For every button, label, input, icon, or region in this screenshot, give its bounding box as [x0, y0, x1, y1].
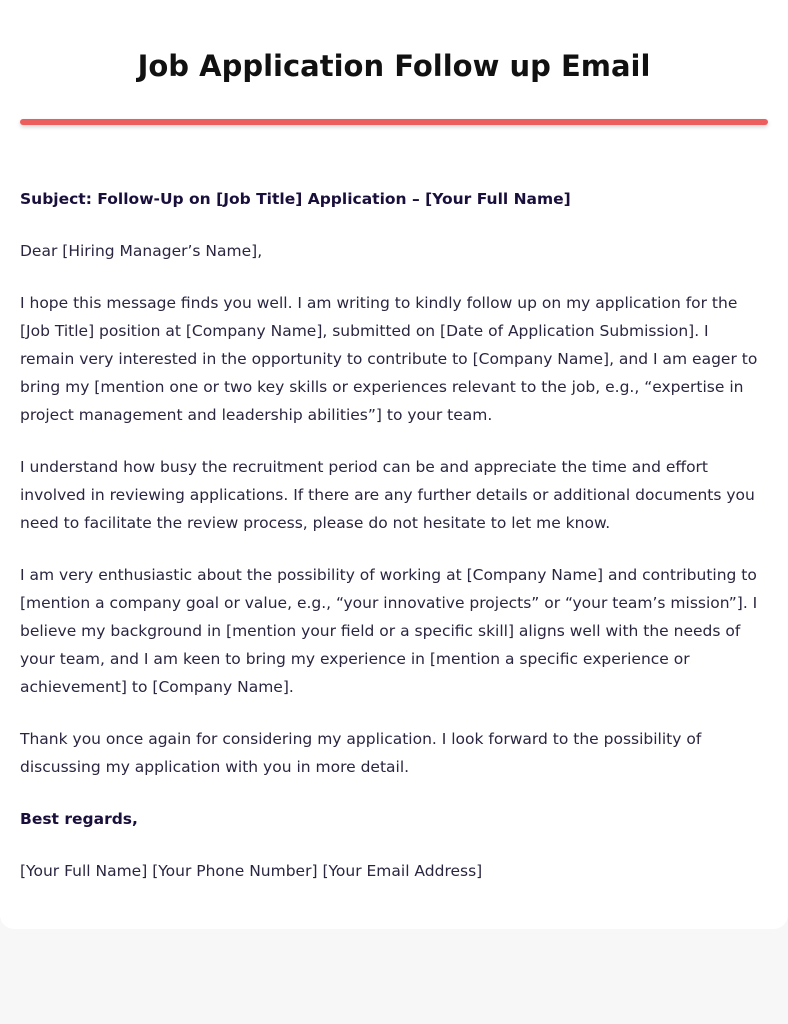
email-closing: Best regards, [20, 810, 138, 828]
email-signature: [Your Full Name] [Your Phone Number] [Your Email Address] [20, 862, 483, 880]
email-subject: Subject: Follow-Up on [Job Title] Application – [Your Full Name] [20, 190, 571, 208]
title-divider [20, 119, 768, 125]
email-greeting: Dear [Hiring Manager’s Name], [20, 242, 263, 260]
page-title: Job Application Follow up Email [137, 49, 651, 83]
email-paragraph: I am very enthusiastic about the possibility of working at [Company Name] and contributing to [mention a company goal or value, e.g., “your innovative projects” or “your team’s mission”]. I believe my background in [mention your field or a specific skill] aligns well with the needs of your team, and I am keen to bring my experience in [mention a specific experience or achievement] to [Company Name]. [20, 566, 758, 696]
email-paragraph: I understand how busy the recruitment period can be and appreciate the time and effort involved in reviewing applications. If there are any further details or additional documents you need to facilitate the review process, please do not hesitate to let me know. [20, 458, 755, 532]
email-paragraph: Thank you once again for considering my application. I look forward to the possibility of discussing my application with you in more detail. [20, 730, 702, 776]
email-body [20, 185, 760, 909]
email-paragraph: I hope this message finds you well. I am writing to kindly follow up on my application for the [Job Title] position at [Company Name], submitted on [Date of Application Submission]. I remain very interested in the opportunity to contribute to [Company Name], and I am eager to bring my [mention one or two key skills or experiences relevant to the job, e.g., “expertise in project management and leadership abilities”] to your team. [20, 294, 758, 424]
